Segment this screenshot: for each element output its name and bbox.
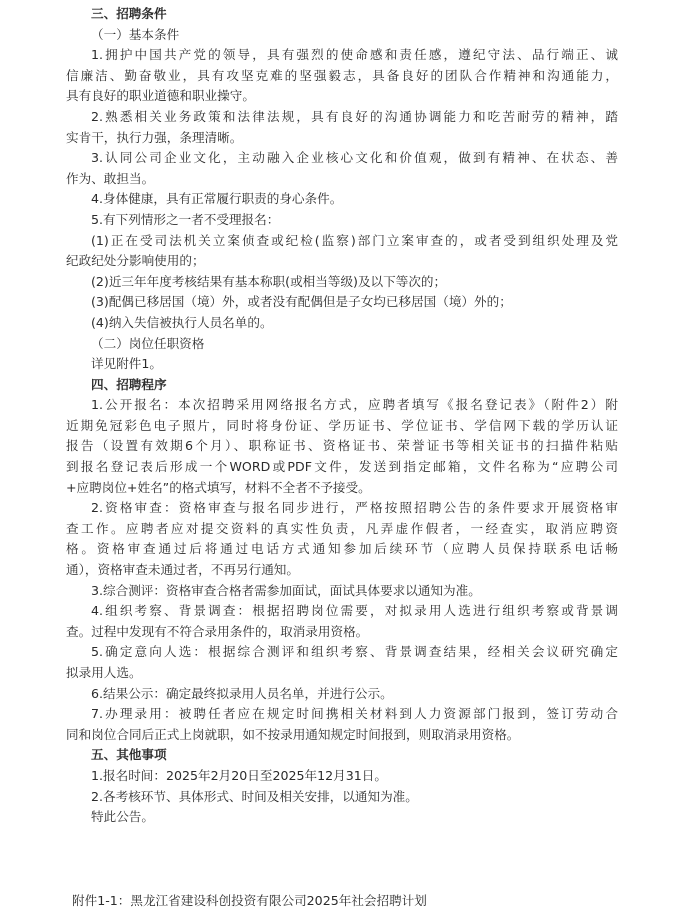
- other-item-2: 2.各考核环节、具体形式、时间及相关安排，以通知为准。: [91, 788, 418, 804]
- procedure-2-line: 格。资格审查通过后将通过电话方式通知参加后续环节（应聘人员保持联系电话畅: [66, 541, 618, 557]
- condition-5-item-1-line: 纪政纪处分影响使用的；: [66, 253, 205, 269]
- condition-5-item-2: (2)近三年年度考核结果有基本称职(或相当等级)及以下等次的；: [91, 273, 447, 289]
- condition-2-line: 实肯干，执行力强，条理清晰。: [66, 129, 243, 145]
- document-body: [66, 4, 618, 828]
- condition-1-line: 具有良好的职业道德和职业操守。: [66, 88, 255, 104]
- condition-2: [66, 107, 618, 148]
- condition-3-line: 3.认同公司企业文化，主动融入企业核心文化和价值观，做到有精神、在状态、善: [91, 150, 618, 166]
- condition-1-line: 1.拥护中国共产党的领导，具有强烈的使命感和责任感，遵纪守法、品行端正、诚: [91, 47, 618, 63]
- procedure-7: [66, 704, 618, 745]
- procedure-1-line: 到报名登记表后形成一个WORD或PDF文件，发送到指定邮箱，文件名称为“应聘公司: [66, 459, 618, 475]
- other-item-1: 1.报名时间：2025年2月20日至2025年12月31日。: [91, 767, 387, 783]
- condition-3: [66, 148, 618, 189]
- condition-2-line: 2.熟悉相关业务政策和法律法规，具有良好的沟通协调能力和吃苦耐劳的精神，踏: [91, 108, 618, 124]
- procedure-1-line: +应聘岗位+姓名”的格式填写，材料不全者不予接受。: [66, 479, 371, 495]
- procedure-2-line: 通），资格审查未通过者，不再另行通知。: [66, 562, 299, 578]
- procedure-5: [66, 642, 618, 683]
- closing-statement: 特此公告。: [91, 809, 154, 825]
- section-four-title: 四、招聘程序: [91, 376, 167, 392]
- subsection-position-qualifications: （二）岗位任职资格: [91, 335, 205, 351]
- procedure-5-line: 5.确定意向人选：根据综合测评和组织考察、背景调查结果，经相关会议研究确定: [91, 644, 618, 660]
- procedure-7-line: 同和岗位合同后正式上岗就职，如不按录用通知规定时间报到，则取消录用资格。: [66, 726, 520, 742]
- procedure-4-line: 4.组织考察、背景调查：根据招聘岗位需要，对拟录用人选进行组织考察或背景调: [91, 603, 618, 619]
- procedure-6: 6.结果公示：确定最终拟录用人员名单，并进行公示。: [91, 685, 393, 701]
- procedure-4: [66, 601, 618, 642]
- procedure-1: [66, 395, 618, 498]
- condition-5: 5.有下列情形之一者不受理报名：: [91, 211, 280, 227]
- condition-1-line: 信廉洁、勤奋敬业，具有攻坚克难的坚强毅志，具备良好的团队合作精神和沟通能力，: [66, 67, 618, 83]
- condition-5-item-1-line: (1)正在受司法机关立案侦查或纪检(监察)部门立案审查的，或者受到组织处理及党: [91, 232, 618, 248]
- procedure-1-line: 1.公开报名：本次招聘采用网络报名方式，应聘者填写《报名登记表》（附件2）附: [91, 397, 618, 413]
- procedure-1-line: 报告（设置有效期6个月）、职称证书、资格证书、荣誉证书等相关证书的扫描件粘贴: [66, 438, 618, 454]
- condition-5-item-1: [66, 231, 618, 272]
- position-qualifications-text: 详见附件1。: [91, 356, 162, 372]
- condition-5-item-3: (3)配偶已移居国（境）外，或者没有配偶但是子女均已移居国（境）外的；: [91, 294, 512, 310]
- procedure-1-line: 近期免冠彩色电子照片，同时将身份证、学历证书、学位证书、学信网下载的学历认证: [66, 417, 618, 433]
- section-five-title: 五、其他事项: [91, 747, 167, 763]
- procedure-5-line: 拟录用人选。: [66, 665, 142, 680]
- condition-3-line: 作为、敢担当。: [66, 170, 155, 186]
- procedure-4-line: 查。过程中发现有不符合录用条件的，取消录用资格。: [66, 623, 369, 639]
- procedure-3: 3.综合测评：资格审查合格者需参加面试，面试具体要求以通知为准。: [91, 582, 481, 598]
- condition-4: 4.身体健康，具有正常履行职责的身心条件。: [91, 191, 343, 207]
- section-three-title: 三、招聘条件: [91, 6, 167, 21]
- subsection-basic-conditions: （一）基本条件: [91, 26, 180, 42]
- procedure-2-line: 2.资格审查：资格审查与报名同步进行，严格按照招聘公告的条件要求开展资格审: [91, 500, 618, 516]
- condition-5-item-4: (4)纳入失信被执行人员名单的。: [91, 314, 273, 330]
- procedure-7-line: 7.办理录用：被聘任者应在规定时间携相关材料到人力资源部门报到，签订劳动合: [91, 706, 618, 722]
- condition-1: [66, 45, 618, 107]
- attachment-title: 附件1-1：黑龙江省建设科创投资有限公司2025年社会招聘计划: [72, 893, 427, 908]
- procedure-2: [66, 498, 618, 580]
- procedure-2-line: 查工作。应聘者应对提交资料的真实性负责，凡弄虚作假者，一经查实，取消应聘资: [66, 520, 618, 536]
